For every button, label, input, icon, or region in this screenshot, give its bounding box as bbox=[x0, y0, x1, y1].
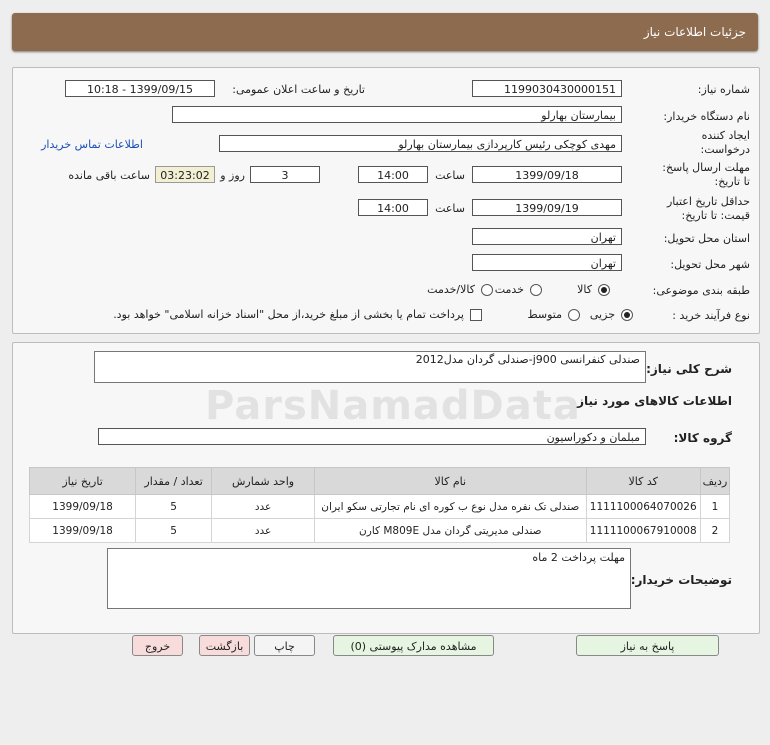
cell-code: 1111100064070026 bbox=[586, 495, 700, 519]
need-number-label: شماره نیاز: bbox=[697, 83, 750, 96]
exit-button[interactable]: خروج bbox=[132, 635, 183, 656]
city-field: تهران bbox=[472, 254, 622, 271]
category-option-goods: کالا bbox=[577, 283, 592, 296]
validity-time-label: ساعت bbox=[435, 202, 465, 215]
deadline-date-field: 1399/09/18 bbox=[472, 166, 622, 183]
need-number-field: 1199030430000151 bbox=[472, 80, 622, 97]
view-attachments-button[interactable]: مشاهده مدارک پیوستی (0) bbox=[333, 635, 494, 656]
buyer-org-field: بیمارستان بهارلو bbox=[172, 106, 622, 123]
summary-label: شرح کلی نیاز: bbox=[646, 362, 732, 376]
deadline-time-label: ساعت bbox=[435, 169, 465, 182]
category-radio-service[interactable] bbox=[530, 284, 542, 296]
creator-label-line1: ایجاد کننده bbox=[701, 129, 750, 142]
col-header-qty: تعداد / مقدار bbox=[136, 468, 212, 495]
table-row bbox=[30, 495, 730, 519]
city-label: شهر محل تحویل: bbox=[670, 258, 750, 271]
deadline-time-field: 14:00 bbox=[358, 166, 428, 183]
cell-row-num: 1 bbox=[700, 495, 729, 519]
table-header-row bbox=[30, 468, 730, 495]
deadline-label-line2: تا تاریخ: bbox=[714, 175, 750, 188]
cell-unit: عدد bbox=[212, 495, 315, 519]
announce-label: تاریخ و ساعت اعلان عمومی: bbox=[232, 83, 365, 96]
page-title: جزئیات اطلاعات نیاز bbox=[643, 25, 746, 39]
col-header-row: ردیف bbox=[700, 468, 729, 495]
buyer-notes-label: توضیحات خریدار: bbox=[630, 573, 732, 587]
days-label: روز و bbox=[220, 169, 245, 182]
process-option-medium: متوسط bbox=[527, 308, 562, 321]
category-radio-goods[interactable] bbox=[598, 284, 610, 296]
province-label: استان محل تحویل: bbox=[663, 232, 750, 245]
validity-date-field: 1399/09/19 bbox=[472, 199, 622, 216]
process-label: نوع فرآیند خرید : bbox=[672, 309, 750, 322]
cell-row-num: 2 bbox=[700, 519, 729, 543]
buyer-org-label: نام دستگاه خریدار: bbox=[663, 110, 750, 123]
goods-table bbox=[29, 467, 730, 543]
buyer-contact-link[interactable]: اطلاعات تماس خریدار bbox=[41, 138, 143, 151]
process-option-minor: جزیی bbox=[589, 308, 615, 321]
validity-label-line2: قیمت: تا تاریخ: bbox=[681, 209, 750, 222]
back-button[interactable]: بازگشت bbox=[199, 635, 250, 656]
remaining-label: ساعت باقی مانده bbox=[68, 169, 150, 182]
buyer-notes-field: مهلت پرداخت 2 ماه bbox=[107, 548, 631, 609]
treasury-payment-checkbox[interactable] bbox=[470, 309, 482, 321]
table-row bbox=[30, 519, 730, 543]
goods-group-field: مبلمان و دکوراسیون bbox=[98, 428, 646, 445]
province-field: تهران bbox=[472, 228, 622, 245]
cell-name: صندلی تک نفره مدل نوع ب کوره ای نام تجارتی سکو ایران bbox=[315, 495, 587, 519]
category-option-goods-service: کالا/خدمت bbox=[427, 283, 475, 296]
validity-label-line1: حداقل تاریخ اعتبار bbox=[666, 195, 750, 208]
category-option-service: خدمت bbox=[494, 283, 524, 296]
goods-info-title: اطلاعات کالاهای مورد نیاز bbox=[577, 394, 732, 408]
days-count-field: 3 bbox=[250, 166, 320, 183]
cell-qty: 5 bbox=[136, 519, 212, 543]
creator-field: مهدی کوچکی رئیس کارپردازی بیمارستان بهارلو bbox=[219, 135, 622, 152]
page-header bbox=[12, 13, 758, 51]
category-label: طبقه بندی موضوعی: bbox=[652, 284, 750, 297]
process-radio-medium[interactable] bbox=[568, 309, 580, 321]
cell-unit: عدد bbox=[212, 519, 315, 543]
announce-datetime-field: 1399/09/15 - 10:18 bbox=[65, 80, 215, 97]
col-header-unit: واحد شمارش bbox=[212, 468, 315, 495]
cell-code: 1111100067910008 bbox=[586, 519, 700, 543]
col-header-date: تاریخ نیاز bbox=[30, 468, 136, 495]
cell-date: 1399/09/18 bbox=[30, 495, 136, 519]
treasury-payment-note: پرداخت تمام یا بخشی از مبلغ خرید،از محل "اسناد خزانه اسلامی" خواهد بود. bbox=[113, 308, 464, 321]
deadline-label-line1: مهلت ارسال پاسخ: bbox=[662, 161, 750, 174]
remaining-time-field: 03:23:02 bbox=[155, 166, 215, 183]
process-radio-minor[interactable] bbox=[621, 309, 633, 321]
print-button[interactable]: چاپ bbox=[254, 635, 315, 656]
col-header-name: نام کالا bbox=[315, 468, 587, 495]
cell-date: 1399/09/18 bbox=[30, 519, 136, 543]
validity-time-field: 14:00 bbox=[358, 199, 428, 216]
creator-label-line2: درخواست: bbox=[700, 143, 750, 156]
category-radio-goods-service[interactable] bbox=[481, 284, 493, 296]
goods-group-label: گروه کالا: bbox=[673, 431, 732, 445]
reply-button[interactable]: پاسخ به نیاز bbox=[576, 635, 719, 656]
cell-name: صندلی مدیریتی گردان مدل M809E کارن bbox=[315, 519, 587, 543]
cell-qty: 5 bbox=[136, 495, 212, 519]
summary-field: صندلی کنفرانسی j900-صندلی گردان مدل2012 bbox=[94, 351, 646, 383]
col-header-code: کد کالا bbox=[586, 468, 700, 495]
